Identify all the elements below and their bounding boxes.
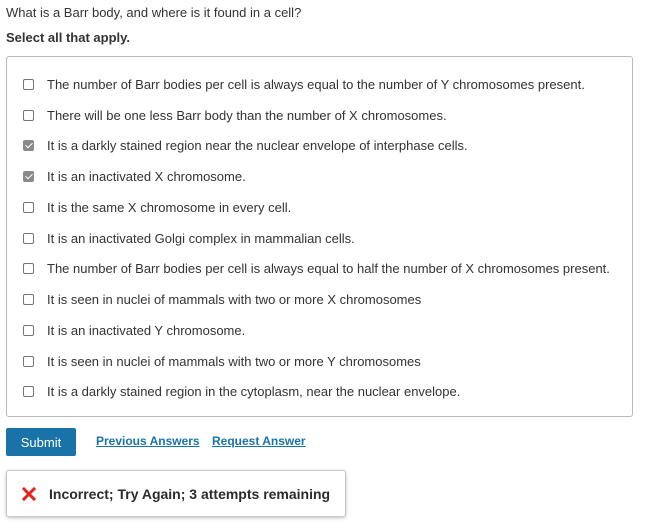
- question-prompt: What is a Barr body, and where is it found in a cell?: [6, 5, 302, 20]
- option-2[interactable]: [23, 104, 447, 126]
- option-4[interactable]: [23, 165, 246, 187]
- checkbox-11[interactable]: [23, 386, 34, 397]
- option-label: It is seen in nuclei of mammals with two or more Y chromosomes: [47, 353, 421, 369]
- feedback-panel: [6, 470, 346, 517]
- submit-button[interactable]: Submit: [6, 428, 76, 456]
- feedback-message: Incorrect; Try Again; 3 attempts remaining: [49, 485, 331, 502]
- checkbox-10[interactable]: [23, 356, 34, 367]
- option-5[interactable]: [23, 196, 291, 218]
- option-label: It is a darkly stained region near the nuclear envelope of interphase cells.: [47, 137, 468, 153]
- checkbox-7[interactable]: [23, 263, 34, 274]
- checkbox-4[interactable]: [23, 171, 34, 182]
- checkbox-6[interactable]: [23, 233, 34, 244]
- option-label: It is an inactivated X chromosome.: [47, 168, 246, 184]
- checkbox-1[interactable]: [23, 79, 34, 90]
- checkbox-8[interactable]: [23, 294, 34, 305]
- answer-options: [6, 56, 633, 417]
- option-3[interactable]: [23, 134, 468, 156]
- checkbox-5[interactable]: [23, 202, 34, 213]
- request-answer-link[interactable]: Request Answer: [212, 434, 306, 448]
- option-label: It is the same X chromosome in every cell.: [47, 199, 292, 215]
- option-label: It is seen in nuclei of mammals with two or more X chromosomes: [47, 291, 422, 307]
- previous-answers-link[interactable]: Previous Answers: [96, 434, 200, 448]
- option-7[interactable]: [23, 257, 610, 279]
- option-label: The number of Barr bodies per cell is always equal to half the number of X chromosomes present.: [47, 260, 610, 276]
- checkbox-3[interactable]: [23, 140, 34, 151]
- option-11[interactable]: [23, 380, 460, 402]
- option-8[interactable]: [23, 288, 421, 310]
- checkbox-9[interactable]: [23, 325, 34, 336]
- option-label: It is an inactivated Y chromosome.: [47, 322, 246, 338]
- option-label: There will be one less Barr body than the number of X chromosomes.: [47, 107, 447, 123]
- option-label: The number of Barr bodies per cell is always equal to the number of Y chromosomes present.: [47, 76, 585, 92]
- option-9[interactable]: [23, 319, 245, 341]
- question-instruction: Select all that apply.: [6, 30, 131, 45]
- option-6[interactable]: [23, 227, 355, 249]
- close-icon: [22, 487, 36, 501]
- option-1[interactable]: [23, 73, 585, 95]
- checkbox-2[interactable]: [23, 110, 34, 121]
- option-10[interactable]: [23, 350, 421, 372]
- option-label: It is an inactivated Golgi complex in mammalian cells.: [47, 230, 355, 246]
- option-label: It is a darkly stained region in the cytoplasm, near the nuclear envelope.: [47, 383, 461, 399]
